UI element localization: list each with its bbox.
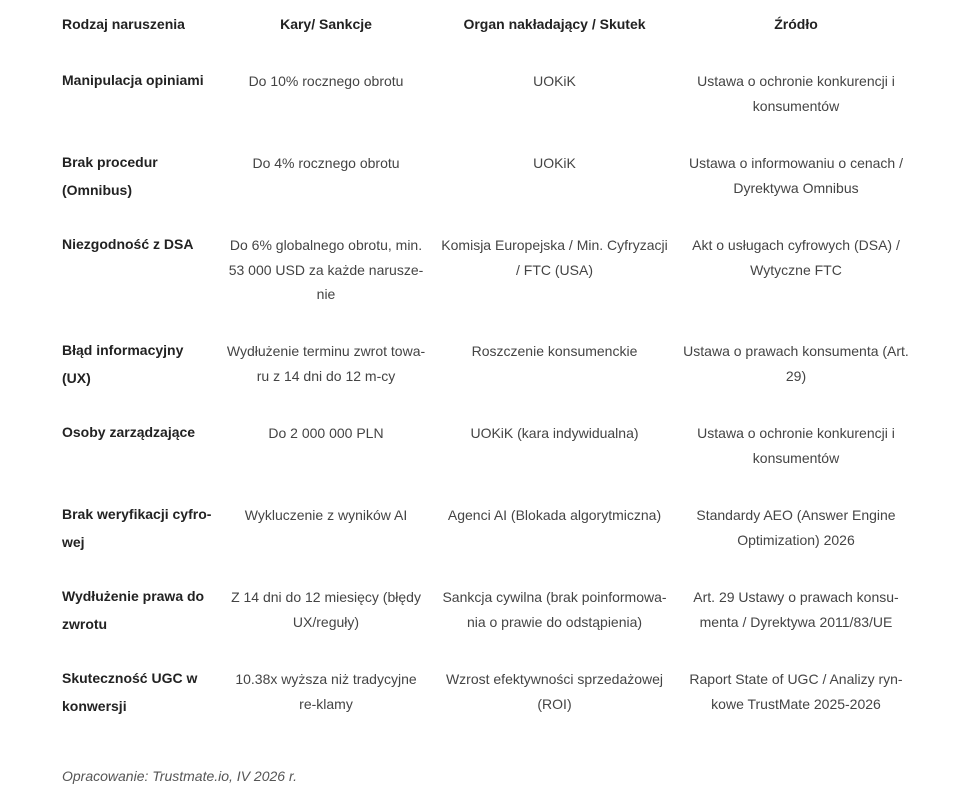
header-authority: Organ nakładający / Skutek bbox=[463, 16, 646, 32]
table-row bbox=[55, 400, 915, 482]
table-row bbox=[55, 564, 915, 646]
cell-penalty: Do 6% globalnego obrotu, min. 53 000 USD za każde narusze-nie bbox=[228, 237, 424, 302]
cell-violation-type: Brak procedur (Omnibus) bbox=[62, 154, 158, 198]
cell-violation-type: Brak weryfikacji cyfro-wej bbox=[62, 506, 212, 550]
cell-source: Ustawa o prawach konsumenta (Art. 29) bbox=[683, 343, 909, 384]
cell-penalty: 10.38x wyższa niż tradycyjne re-klamy bbox=[235, 671, 417, 712]
cell-violation-type: Wydłużenie prawa do zwrotu bbox=[62, 588, 205, 632]
penalties-table bbox=[55, 0, 915, 731]
cell-authority: UOKiK bbox=[533, 73, 576, 89]
table-row bbox=[55, 130, 915, 212]
cell-authority: Sankcja cywilna (brak poinformowa-nia o prawie do odstąpienia) bbox=[442, 589, 667, 630]
table-row bbox=[55, 482, 915, 564]
header-violation-type: Rodzaj naruszenia bbox=[62, 16, 185, 32]
cell-authority: UOKiK bbox=[533, 155, 576, 171]
cell-authority: Agenci AI (Blokada algorytmiczna) bbox=[447, 507, 662, 523]
table-header-row bbox=[55, 0, 915, 48]
cell-violation-type: Skuteczność UGC w konwersji bbox=[62, 670, 198, 714]
footnote-attribution: Opracowanie: Trustmate.io, IV 2026 r. bbox=[62, 768, 297, 784]
cell-penalty: Do 2 000 000 PLN bbox=[268, 425, 384, 441]
table-row bbox=[55, 212, 915, 318]
cell-source: Ustawa o ochronie konkurencji i konsumentów bbox=[697, 73, 895, 114]
cell-penalty: Do 10% rocznego obrotu bbox=[248, 73, 404, 89]
cell-penalty: Do 4% rocznego obrotu bbox=[252, 155, 400, 171]
cell-violation-type: Błąd informacyjny (UX) bbox=[62, 342, 184, 386]
cell-source: Akt o usługach cyfrowych (DSA) / Wytyczne FTC bbox=[692, 237, 900, 278]
cell-authority: Wzrost efektywności sprzedażowej (ROI) bbox=[445, 671, 664, 712]
cell-penalty: Wydłużenie terminu zwrot towa-ru z 14 dni do 12 m-cy bbox=[226, 343, 426, 384]
cell-violation-type: Manipulacja opiniami bbox=[62, 72, 204, 88]
table-row bbox=[55, 48, 915, 130]
cell-source: Ustawa o informowaniu o cenach / Dyrektywa Omnibus bbox=[689, 155, 903, 196]
cell-authority: Roszczenie konsumenckie bbox=[471, 343, 638, 359]
cell-violation-type: Niezgodność z DSA bbox=[62, 236, 194, 252]
cell-source: Art. 29 Ustawy o prawach konsu-menta / Dyrektywa 2011/83/UE bbox=[693, 589, 899, 630]
cell-violation-type: Osoby zarządzające bbox=[62, 424, 196, 440]
cell-authority: Komisja Europejska / Min. Cyfryzacji / FTC (USA) bbox=[441, 237, 668, 278]
cell-source: Raport State of UGC / Analizy ryn-kowe TrustMate 2025-2026 bbox=[689, 671, 903, 712]
header-penalties: Kary/ Sankcje bbox=[280, 16, 372, 32]
penalties-table-container bbox=[55, 0, 915, 731]
cell-authority: UOKiK (kara indywidualna) bbox=[470, 425, 639, 441]
cell-source: Ustawa o ochronie konkurencji i konsumentów bbox=[697, 425, 895, 466]
table-row bbox=[55, 646, 915, 731]
header-source: Źródło bbox=[774, 16, 818, 32]
table-row bbox=[55, 318, 915, 400]
cell-penalty: Z 14 dni do 12 miesięcy (błędy UX/reguły) bbox=[231, 589, 421, 630]
cell-source: Standardy AEO (Answer Engine Optimization) 2026 bbox=[696, 507, 896, 548]
cell-penalty: Wykluczenie z wyników AI bbox=[244, 507, 408, 523]
